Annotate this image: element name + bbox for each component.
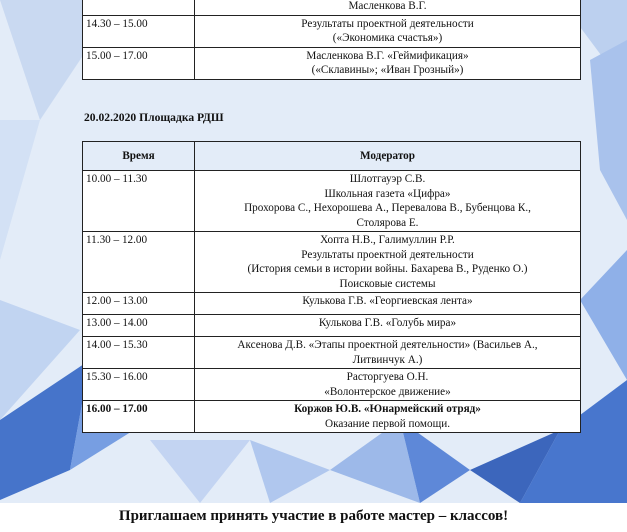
time-cell: 15.00 – 17.00 (83, 47, 195, 79)
moderator-line: Школьная газета «Цифра» (324, 187, 451, 200)
time-cell: 14.30 – 15.00 (83, 15, 195, 47)
moderator-cell (195, 232, 581, 293)
moderator-line: Оказание первой помощи. (324, 417, 450, 430)
moderator-cell (195, 315, 581, 337)
moderator-line: Масленкова В.Г. (348, 0, 427, 12)
moderator-line: («Склавины»; «Иван Грозный») (311, 64, 464, 76)
column-header-time: Время (83, 142, 195, 171)
moderator-line: Аксенова Д.В. «Этапы проектной деятельности» (Васильев А., (237, 339, 538, 351)
moderator-cell (195, 337, 581, 369)
moderator-line: Масленкова В.Г. «Геймификация» (306, 49, 469, 62)
moderator-line: Коржов Ю.В. «Юнармейский отряд» (294, 403, 481, 415)
time-cell: 14.00 – 15.30 (83, 337, 195, 369)
table-row (83, 293, 581, 315)
moderator-line: «Волонтерское движение» (324, 385, 451, 398)
table-row (83, 337, 581, 369)
footer-invitation: Приглашаем принять участие в работе мастер – классов! (0, 503, 627, 532)
moderator-line: Результаты проектной деятельности (301, 248, 474, 261)
column-header-moderator: Модератор (195, 142, 581, 171)
moderator-line: Шлотгауэр С.В. (349, 173, 426, 185)
moderator-line: Столярова Е. (356, 216, 419, 229)
moderator-cell (195, 15, 581, 47)
schedule-table-top (82, 0, 581, 80)
time-cell (83, 0, 195, 15)
moderator-cell (195, 0, 581, 15)
moderator-line: Литвинчук А.) (352, 353, 423, 366)
moderator-line: Хопта Н.В., Галимуллин Р.Р. (320, 234, 455, 246)
time-cell: 15.30 – 16.00 (83, 369, 195, 401)
table-row (83, 0, 581, 15)
table-row (83, 171, 581, 232)
table-row (83, 315, 581, 337)
moderator-line: («Экономика счастья») (332, 32, 443, 44)
time-cell: 13.00 – 14.00 (83, 315, 195, 337)
moderator-cell (195, 171, 581, 232)
time-cell: 12.00 – 13.00 (83, 293, 195, 315)
table-row (83, 232, 581, 293)
table-row (83, 47, 581, 79)
moderator-cell (195, 401, 581, 433)
moderator-line: Прохорова С., Нехорошева А., Перевалова В., Бубенцова К., (244, 202, 531, 214)
moderator-cell (195, 47, 581, 79)
section-title: 20.02.2020 Площадка РДШ (84, 111, 224, 124)
time-cell: 11.30 – 12.00 (83, 232, 195, 293)
moderator-cell (195, 369, 581, 401)
table-header-row (83, 142, 581, 171)
table-row (83, 401, 581, 433)
moderator-line: (История семьи в истории войны. Бахарева В., Руденко О.) (247, 263, 528, 275)
table-row (83, 15, 581, 47)
moderator-line: Расторгуева О.Н. (346, 371, 429, 383)
moderator-line: Результаты проектной деятельности (301, 17, 474, 30)
moderator-cell (195, 293, 581, 315)
moderator-line: Кулькова Г.В. «Голубь мира» (318, 317, 457, 329)
moderator-line: Кулькова Г.В. «Георгиевская лента» (302, 295, 473, 307)
table-row (83, 369, 581, 401)
moderator-line: Поисковые системы (339, 277, 436, 290)
time-cell: 16.00 – 17.00 (83, 401, 195, 433)
time-cell: 10.00 – 11.30 (83, 171, 195, 232)
schedule-table-rdsh (82, 141, 581, 433)
